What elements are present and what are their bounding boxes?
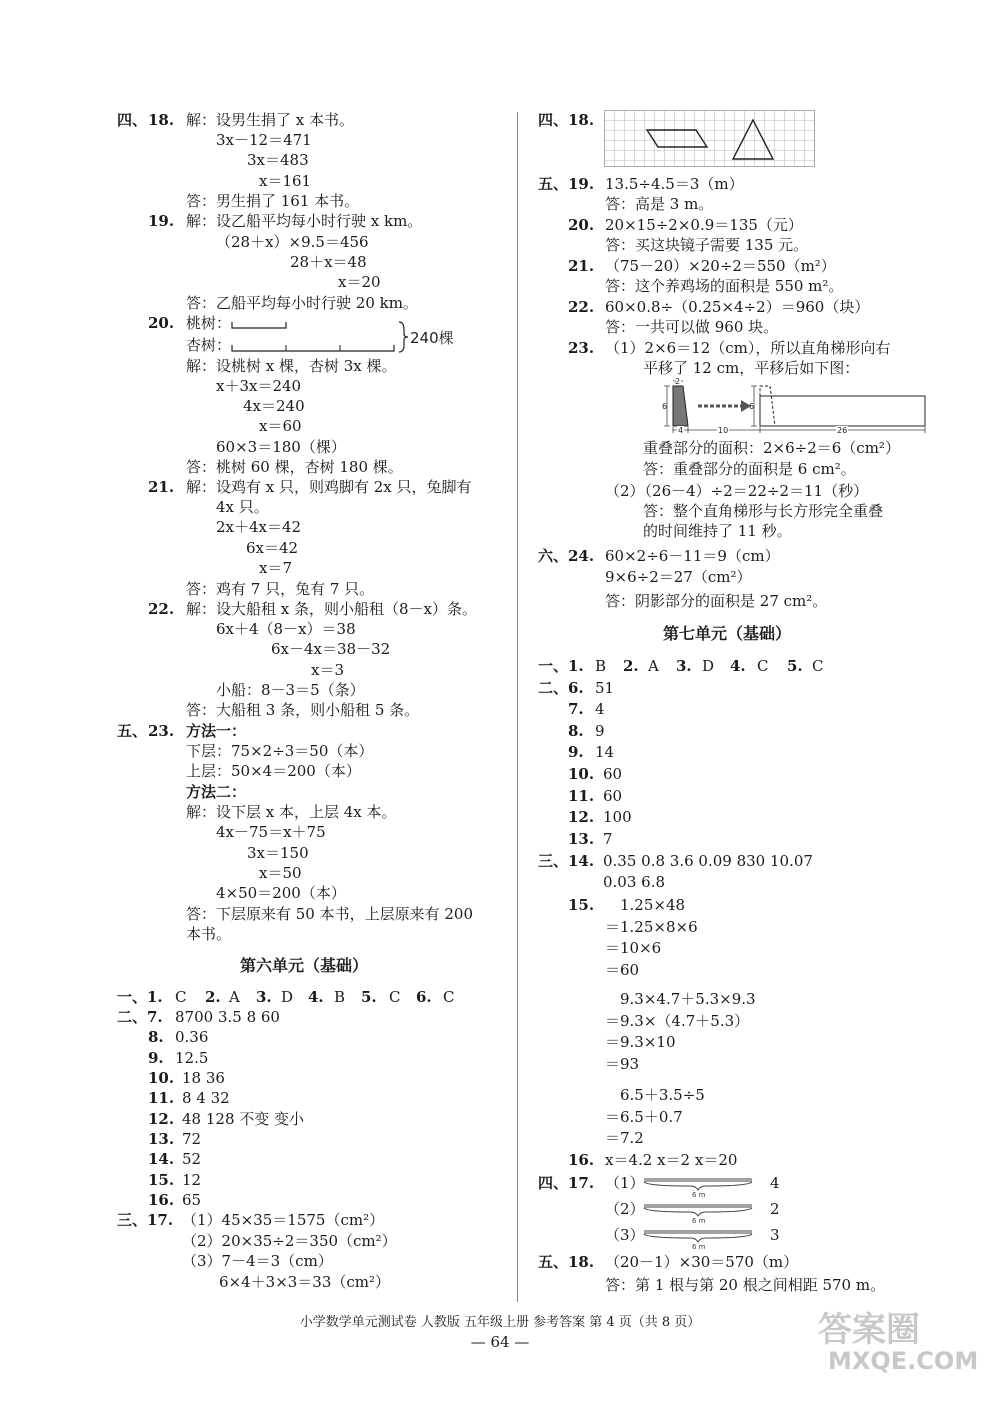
answer-line: 6x－4x＝38－32: [271, 640, 391, 658]
answer-line: 60×2÷6－11＝9（cm）: [605, 547, 780, 565]
segment-brace: [644, 1208, 752, 1216]
answer-line: （2）（26－4）÷2＝22÷2＝11（秒）: [605, 482, 869, 500]
answer-line: 20×15÷2×0.9＝135（元）: [605, 216, 803, 234]
answer-line: 14: [595, 743, 615, 761]
question-label: 13.: [568, 830, 595, 848]
answer-line: 重叠部分的面积：2×6÷2＝6（cm²）: [643, 439, 900, 457]
answer-line: x＝20: [338, 273, 381, 291]
answer-line: 6x＝42: [246, 539, 299, 557]
answer-line: （2）20×35÷2＝350（cm²）: [182, 1232, 397, 1250]
answer-line: 60: [603, 787, 623, 805]
answer-line: （28＋x）×9.5＝456: [216, 233, 369, 251]
answer-line: x＝4.2 x＝2 x＝20: [605, 1151, 738, 1169]
question-label: 12.: [568, 808, 595, 826]
answer-line: x＝7: [259, 559, 293, 577]
question-label: 14.: [148, 1150, 175, 1168]
answer-line: A: [229, 988, 240, 1006]
segment-brace: [644, 1234, 752, 1242]
question-label: 三、17.: [117, 1211, 174, 1229]
answer-line: 答：第 1 根与第 20 根之间相距 570 m。: [605, 1276, 886, 1294]
translation-figure: [643, 378, 933, 434]
question-label: 15.: [148, 1171, 175, 1189]
question-label: 16.: [568, 1151, 595, 1169]
answer-line: （2）: [605, 1200, 645, 1218]
answer-line: 杏树：: [186, 336, 232, 354]
answer-line: 2x＋4x＝42: [216, 518, 302, 536]
question-label: 22.: [568, 298, 595, 316]
question-label: 2.: [205, 988, 221, 1006]
answer-line: 答：一共可以做 960 块。: [605, 318, 779, 336]
answer-line: 答：高是 3 m。: [605, 195, 714, 213]
answer-line: ＝93: [605, 1055, 640, 1073]
svg-text:6: 6: [749, 402, 755, 411]
answer-line: ＝7.2: [605, 1129, 644, 1147]
question-label: 二、6.: [538, 679, 584, 697]
answer-line: 上层：50×4＝200（本）: [186, 762, 361, 780]
answer-line: C: [757, 657, 769, 675]
question-label: 18.: [148, 111, 175, 129]
question-label: 23.: [568, 339, 595, 357]
answer-line: ＝60: [605, 961, 640, 979]
answer-line: C: [443, 988, 455, 1006]
answer-line: 4x＝240: [243, 397, 305, 415]
answer-line: 0.35 0.8 3.6 0.09 830 10.07: [603, 852, 813, 870]
parallelogram: [647, 130, 707, 147]
question-label: 3.: [676, 657, 692, 675]
answer-line: ＝9.3×（4.7＋5.3）: [605, 1012, 750, 1030]
question-label: 10.: [568, 765, 595, 783]
question-label: 18.: [568, 1253, 595, 1271]
answer-line: 2: [770, 1200, 780, 1218]
answer-line: 解：设下层 x 本，上层 4x 本。: [186, 803, 397, 821]
svg-text:10: 10: [718, 426, 729, 434]
answer-line: x＝50: [259, 864, 302, 882]
section-title: 第七单元（基础）: [663, 624, 792, 643]
svg-text:6: 6: [662, 402, 668, 411]
answer-line: 解：设大船租 x 条，则小船租（8－x）条。: [186, 600, 478, 618]
answer-line: 72: [182, 1130, 202, 1148]
answer-line: 0.03 6.8: [603, 873, 666, 891]
answer-line: 4x－75＝x＋75: [216, 823, 326, 841]
answer-line: 13.5÷4.5＝3（m）: [605, 175, 744, 193]
answer-line: x＋3x＝240: [216, 377, 302, 395]
question-label: 一、1.: [538, 657, 584, 675]
answer-line: 9×6÷2＝27（cm²）: [605, 568, 752, 586]
answer-line: 51: [595, 679, 615, 697]
section-title: 第六单元（基础）: [240, 956, 369, 975]
answer-line: 3x－12＝471: [216, 131, 312, 149]
answer-line: 8700 3.5 8 60: [175, 1008, 280, 1026]
answer-line: x＝60: [259, 417, 302, 435]
question-label: 20.: [148, 314, 175, 332]
answer-line: （3）7－4＝3（cm）: [182, 1252, 333, 1270]
answer-line: 答：男生捐了 161 本书。: [186, 192, 360, 210]
answer-line: 答：这个养鸡场的面积是 550 m²。: [605, 277, 844, 295]
question-label: 10.: [148, 1069, 175, 1087]
question-label: 19.: [568, 175, 595, 193]
question-label: 四、: [117, 111, 148, 129]
question-label: 23.: [148, 722, 175, 740]
answer-line: 8 4 32: [182, 1089, 230, 1107]
brace: [399, 322, 408, 352]
answer-line: B: [334, 988, 346, 1006]
question-label: 方法二：: [186, 783, 247, 801]
answer-line: 18 36: [182, 1069, 225, 1087]
watermark-logo: 答案圈: [818, 1310, 920, 1350]
question-label: 方法一：: [186, 722, 247, 740]
long-rectangle: [760, 396, 925, 426]
footer-info: 小学数学单元测试卷 人教版 五年级上册 参考答案 第 4 页（共 8 页）: [299, 1315, 701, 1330]
question-label: 五、: [538, 1253, 569, 1271]
question-label: 13.: [148, 1130, 175, 1148]
answer-line: 1.25×48: [620, 896, 686, 914]
question-label: 四、: [538, 1174, 569, 1192]
question-label: 6.: [416, 988, 432, 1006]
question-label: 4.: [308, 988, 324, 1006]
answer-line: C: [389, 988, 401, 1006]
answer-line: 答：重叠部分的面积是 6 cm²。: [643, 460, 856, 478]
answer-line: 4×50＝200（本）: [216, 884, 346, 902]
answer-line: 4x 只。: [216, 498, 269, 516]
apricot-ticks: [286, 345, 340, 351]
question-label: 5.: [787, 657, 803, 675]
tree-total-label: 240棵: [410, 329, 454, 347]
svg-text:4: 4: [678, 426, 684, 434]
answer-line: 65: [182, 1191, 202, 1209]
answer-line: 的时间维持了 11 秒。: [643, 522, 792, 540]
question-label: 2.: [623, 657, 639, 675]
answer-line: 52: [182, 1150, 202, 1168]
question-label: 一、1.: [117, 988, 163, 1006]
answer-line: ＝9.3×10: [605, 1033, 676, 1051]
answer-line: 下层：75×2÷3＝50（本）: [186, 742, 374, 760]
answer-line: 3x＝150: [247, 844, 309, 862]
answer-line: 12: [182, 1171, 202, 1189]
answer-line: 答：阴影部分的面积是 27 cm²。: [605, 592, 828, 610]
answer-line: 6.5＋3.5÷5: [620, 1086, 705, 1104]
question-label: 六、: [538, 547, 569, 565]
question-label: 18.: [568, 111, 595, 129]
answer-line: 答：鸡有 7 只，兔有 7 只。: [186, 580, 375, 598]
question-label: 16.: [148, 1191, 175, 1209]
answer-line: 3: [770, 1226, 780, 1244]
question-label: 8.: [568, 722, 584, 740]
svg-text:6 m: 6 m: [692, 1217, 706, 1225]
answer-line: （1）45×35＝1575（cm²）: [182, 1211, 385, 1229]
svg-text:26: 26: [837, 426, 848, 434]
answer-line: D: [281, 988, 294, 1006]
svg-text:2: 2: [675, 378, 681, 386]
answer-line: 解：设桃树 x 棵，杏树 3x 棵。: [186, 357, 397, 375]
question-label: 4.: [730, 657, 746, 675]
page-number: — 64 —: [470, 1333, 530, 1351]
answer-line: 7: [603, 830, 613, 848]
moved-trapezoid: [760, 386, 775, 426]
question-label: 五、: [538, 175, 569, 193]
apricot-bar: [232, 345, 394, 351]
segment-figures: [640, 1172, 760, 1252]
question-label: 21.: [568, 257, 595, 275]
answer-line: 60: [603, 765, 623, 783]
question-label: 20.: [568, 216, 595, 234]
answer-line: 4: [595, 700, 605, 718]
question-label: 11.: [568, 787, 595, 805]
tree-diagram: [0, 0, 1000, 400]
answer-line: 答：下层原来有 50 本书，上层原来有 200: [186, 905, 474, 923]
question-label: 7.: [568, 700, 584, 718]
triangle: [733, 120, 773, 159]
answer-line: （1）2×6＝12（cm），所以直角梯形向右: [605, 339, 891, 357]
answer-line: 答：买这块镜子需要 135 元。: [605, 236, 809, 254]
answer-line: 解：设乙船平均每小时行驶 x km。: [186, 212, 423, 230]
question-label: 17.: [568, 1174, 595, 1192]
answer-line: C: [175, 988, 187, 1006]
svg-text:6 m: 6 m: [692, 1191, 706, 1199]
question-label: 22.: [148, 600, 175, 618]
segment-brace: [644, 1182, 752, 1190]
answer-line: x＝3: [311, 661, 345, 679]
answer-line: （20－1）×30＝570（m）: [605, 1253, 799, 1271]
peach-bar: [232, 322, 286, 328]
question-label: 15.: [568, 896, 595, 914]
answer-line: 答：整个直角梯形与长方形完全重叠: [643, 502, 884, 520]
answer-line: 100: [603, 808, 632, 826]
answer-line: 0.36: [175, 1028, 209, 1046]
answer-line: （1）: [605, 1174, 645, 1192]
question-label: 三、14.: [538, 852, 595, 870]
answer-line: 6×4＋3×3＝33（cm²）: [219, 1273, 391, 1291]
answer-line: 答：乙船平均每小时行驶 20 km。: [186, 294, 418, 312]
question-label: 24.: [568, 547, 595, 565]
answer-line: C: [812, 657, 824, 675]
answer-line: 9.3×4.7＋5.3×9.3: [620, 990, 756, 1008]
answer-line: 答：大船租 3 条，则小船租 5 条。: [186, 701, 420, 719]
question-label: 8.: [148, 1028, 164, 1046]
answer-line: （75－20）×20÷2＝550（m²）: [605, 257, 836, 275]
answer-line: 6x＋4（8－x）＝38: [216, 620, 356, 638]
answer-line: D: [702, 657, 715, 675]
answer-line: （3）: [605, 1226, 645, 1244]
answer-line: 答：桃树 60 棵，杏树 180 棵。: [186, 458, 403, 476]
answer-line: ＝1.25×8×6: [605, 918, 698, 936]
answer-line: 解：设鸡有 x 只，则鸡脚有 2x 只，兔脚有: [186, 478, 472, 496]
question-label: 5.: [361, 988, 377, 1006]
answer-line: 48 128 不变 变小: [182, 1110, 305, 1128]
question-label: 五、: [117, 722, 148, 740]
question-label: 19.: [148, 212, 175, 230]
answer-line: 9: [595, 722, 605, 740]
answer-line: 本书。: [186, 925, 232, 943]
question-label: 21.: [148, 478, 175, 496]
answer-line: 12.5: [175, 1049, 209, 1067]
question-label: 9.: [148, 1049, 164, 1067]
question-label: 3.: [256, 988, 272, 1006]
answer-line: 小船：8－3＝5（条）: [216, 681, 365, 699]
answer-line: 4: [770, 1174, 780, 1192]
answer-line: ＝6.5＋0.7: [605, 1108, 683, 1126]
question-label: 9.: [568, 743, 584, 761]
answer-line: B: [595, 657, 607, 675]
question-label: 二、7.: [117, 1008, 163, 1026]
question-label: 12.: [148, 1110, 175, 1128]
answer-line: x＝161: [259, 172, 312, 190]
shaded-trapezoid: [673, 386, 688, 426]
answer-line: ＝10×6: [605, 939, 662, 957]
answer-line: 60×3＝180（棵）: [216, 438, 346, 456]
answer-line: 平移了 12 cm，平移后如下图：: [643, 359, 860, 377]
answer-line: 3x＝483: [247, 151, 309, 169]
question-label: 四、: [538, 111, 569, 129]
answer-line: 60×0.8÷（0.25×4÷2）＝960（块）: [605, 298, 870, 316]
answer-line: 解：设男生捐了 x 本书。: [186, 111, 354, 129]
answer-line: 桃树：: [186, 314, 232, 332]
answer-line: A: [648, 657, 659, 675]
answer-line: 28＋x＝48: [290, 253, 367, 271]
question-label: 11.: [148, 1089, 175, 1107]
svg-text:6 m: 6 m: [692, 1243, 706, 1251]
watermark-site: MXQE.COM: [828, 1347, 979, 1375]
grid-figure: [604, 110, 816, 168]
